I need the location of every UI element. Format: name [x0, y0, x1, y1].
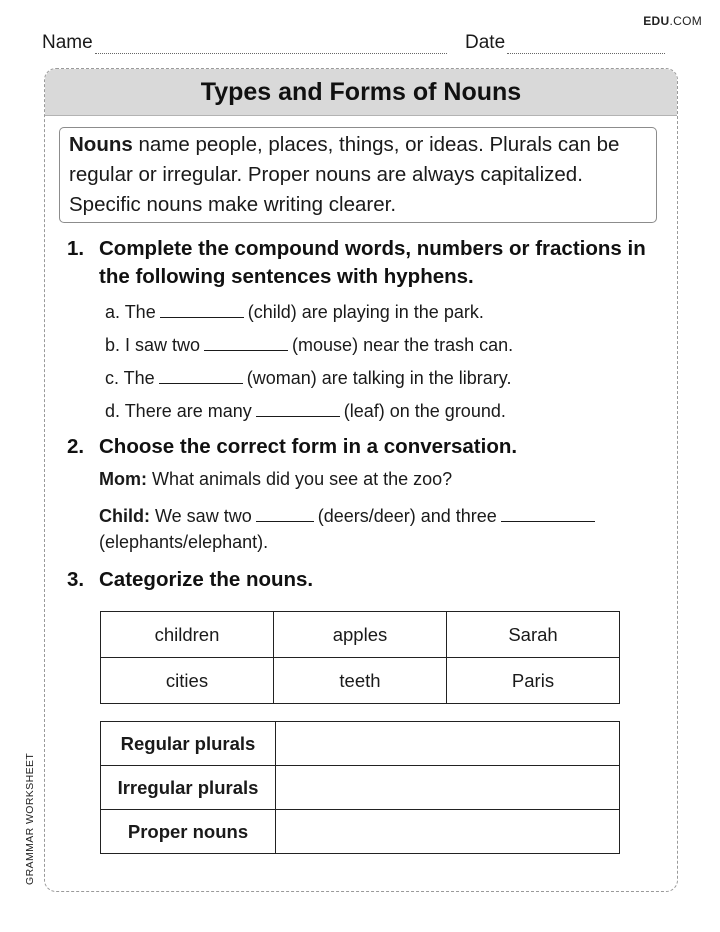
- category-answer-cell[interactable]: [276, 810, 620, 854]
- table-row: [101, 766, 620, 810]
- category-label: Proper nouns: [101, 810, 276, 854]
- q1-item-d-pre: d. There are many: [105, 401, 252, 421]
- question-2-number: 2.: [67, 435, 85, 458]
- answer-blank[interactable]: [160, 301, 244, 318]
- category-label: Irregular plurals: [101, 766, 276, 810]
- intro-bold: Nouns: [69, 133, 133, 156]
- word-bank-table: [100, 611, 620, 704]
- sidebar-label: GRAMMAR WORKSHEET: [24, 752, 36, 885]
- q1-item-d-post: (leaf) on the ground.: [343, 401, 506, 421]
- child-text-2: (deers/deer) and three: [317, 506, 497, 526]
- brand-logo: [643, 14, 702, 28]
- date-label: Date: [465, 32, 506, 53]
- q1-item-a-pre: a. The: [105, 302, 156, 322]
- q1-item-d: [105, 400, 506, 422]
- word-cell: Sarah: [447, 612, 620, 658]
- question-3-number: 3.: [67, 568, 85, 591]
- word-cell: children: [101, 612, 274, 658]
- question-3: [67, 566, 659, 594]
- question-1-number: 1.: [67, 237, 85, 260]
- child-text-1: We saw two: [150, 506, 252, 526]
- mom-label: Mom:: [99, 469, 147, 489]
- category-table: [100, 721, 620, 854]
- table-row: [101, 658, 620, 704]
- answer-blank[interactable]: [256, 505, 314, 522]
- child-label: Child:: [99, 506, 150, 526]
- question-2: [67, 433, 659, 461]
- mom-text: What animals did you see at the zoo?: [147, 469, 453, 489]
- answer-blank[interactable]: [204, 334, 288, 351]
- q1-item-b-post: (mouse) near the trash can.: [292, 335, 514, 355]
- question-1-text: Complete the compound words, numbers or fractions in the following sentences with hyphens.: [99, 237, 646, 288]
- worksheet-card: [44, 68, 678, 892]
- child-text-3: (elephants/elephant).: [99, 532, 269, 552]
- table-row: [101, 722, 620, 766]
- word-cell: Paris: [447, 658, 620, 704]
- word-cell: cities: [101, 658, 274, 704]
- question-1: [67, 235, 659, 291]
- name-label: Name: [42, 32, 93, 53]
- intro-box: [59, 127, 657, 223]
- table-row: [101, 612, 620, 658]
- answer-blank[interactable]: [501, 505, 595, 522]
- q1-item-a-post: (child) are playing in the park.: [247, 302, 484, 322]
- q1-item-c: [105, 367, 511, 389]
- q1-item-b: [105, 334, 513, 356]
- mom-line: [99, 466, 659, 492]
- word-cell: apples: [274, 612, 447, 658]
- word-cell: teeth: [274, 658, 447, 704]
- answer-blank[interactable]: [159, 367, 243, 384]
- q1-item-a: [105, 301, 484, 323]
- brand-com: .COM: [669, 14, 702, 28]
- category-answer-cell[interactable]: [276, 766, 620, 810]
- table-row: [101, 810, 620, 854]
- intro-text: name people, places, things, or ideas. Plurals can be regular or irregular. Proper nouns are always capitalized. Specific nouns make writing clearer.: [69, 133, 620, 216]
- q1-item-c-post: (woman) are talking in the library.: [246, 368, 512, 388]
- child-line: [99, 503, 659, 555]
- brand-edu: EDU: [643, 14, 670, 28]
- q1-item-b-pre: b. I saw two: [105, 335, 201, 355]
- question-3-text: Categorize the nouns.: [99, 568, 314, 591]
- q1-item-c-pre: c. The: [105, 368, 155, 388]
- name-field[interactable]: [42, 32, 447, 54]
- name-date-row: [42, 32, 677, 56]
- answer-blank[interactable]: [256, 400, 340, 417]
- date-line[interactable]: [507, 35, 665, 54]
- worksheet-title: Types and Forms of Nouns: [45, 69, 677, 116]
- category-label: Regular plurals: [101, 722, 276, 766]
- category-answer-cell[interactable]: [276, 722, 620, 766]
- date-field[interactable]: [465, 32, 665, 54]
- question-2-text: Choose the correct form in a conversation.: [99, 435, 518, 458]
- name-line[interactable]: [95, 35, 447, 54]
